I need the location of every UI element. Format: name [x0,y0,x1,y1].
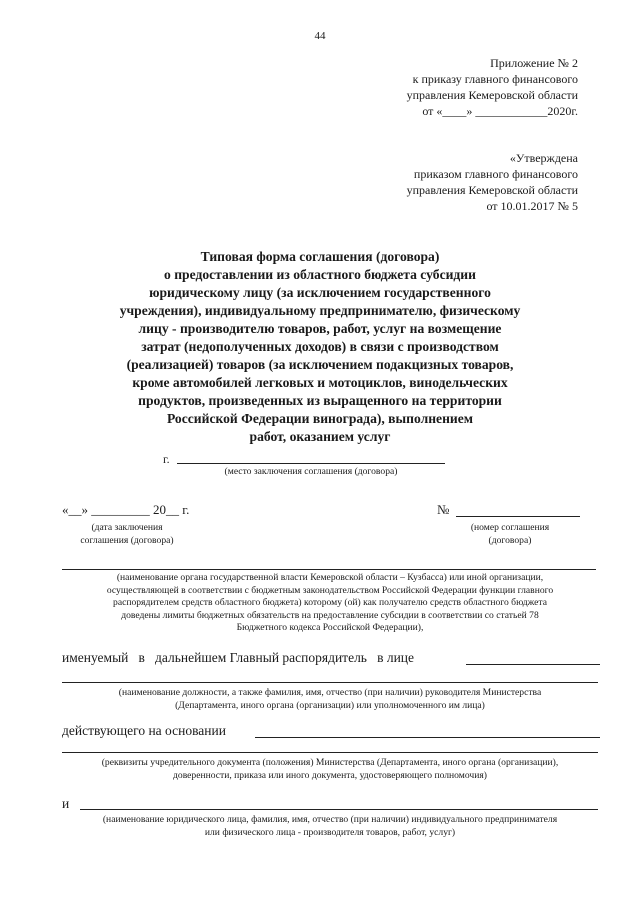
caption-line: доверенности, приказа или иного документа, удостоверяющего полномочия) [173,770,487,781]
authority-caption [58,572,602,635]
approval-line: «Утверждена [509,151,578,165]
acting-field[interactable] [255,737,600,738]
appendix-line: к приказу главного финансового [412,72,578,86]
appendix-block [407,55,578,119]
requisites-field[interactable] [62,752,598,753]
requisites-caption [60,756,600,782]
approval-line: от 10.01.2017 № 5 [486,199,578,213]
date-field[interactable]: «__» _________ 20__ г. [62,502,190,517]
title-line: затрат (недополученных доходов) в связи с производством [141,339,499,354]
title-line: (реализацией) товаров (за исключением подакцизных товаров, [126,357,514,372]
appendix-line: управления Кемеровской области [406,88,578,102]
caption-line: Бюджетного кодекса Российской Федерации), [236,622,424,634]
entity-field[interactable] [80,809,598,810]
number-caption-line: (номер соглашения [470,522,550,533]
caption-line: (Департамента, иного органа (организации) или уполномоченного им лица) [175,700,485,711]
title-line: юридическому лицу (за исключением государственного [149,285,491,300]
appendix-line: от «____» ____________2020г. [422,104,578,118]
title-line: о предоставлении из областного бюджета субсидии [164,267,476,282]
title-line: кроме автомобилей легковых и мотоциклов, винодельческих [132,375,508,390]
approval-line: управления Кемеровской области [406,183,578,197]
number-prefix: № [437,502,450,517]
caption-line: доведены лимиты бюджетных обязательств на предоставление субсидии в соответствии со статьей 78 [121,609,539,621]
named-field[interactable] [466,664,600,665]
entity-caption [60,813,600,839]
authority-field[interactable] [62,569,596,570]
title-line: лицу - производителю товаров, работ, услуг на возмещение [138,321,502,336]
place-field[interactable] [177,463,445,464]
caption-line: (наименование органа государственной власти Кемеровской области – Кузбасса) или иной организации, [116,572,544,583]
number-caption-line: (договора) [488,535,532,546]
number-caption [440,521,580,547]
title-line: учреждения), индивидуальному предпринимателю, физическому [119,303,521,318]
acting-label: действующего на основании [62,723,226,738]
place-prefix: г. [163,452,170,466]
date-caption-line: (дата заключения [91,522,163,533]
appendix-line: Приложение № 2 [490,56,578,70]
date-caption [52,521,202,547]
caption-line: (наименование должности, а также фамилия, имя, отчество (при наличии) руководителя Министерства [118,687,542,698]
caption-line: (наименование юридического лица, фамилия, имя, отчество (при наличии) индивидуального предпринимателя [102,814,558,825]
document-title [90,248,550,446]
caption-line: осуществляющей в соответствии с бюджетным законодательством Российской Федерации функции главного [106,584,554,596]
and-label: и [62,796,70,811]
page-number: 44 [314,30,326,42]
caption-line: распорядителем средств областного бюджета) которому (ой) как получателю средств областного бюджета [113,597,547,609]
caption-line: или физического лица - производителя товаров, работ, услуг) [204,827,456,838]
title-line: Типовая форма соглашения (договора) [200,249,440,264]
position-caption [60,686,600,712]
title-line: продуктов, произведенных из выращенного на территории [138,393,502,408]
title-line: работ, оказанием услуг [249,429,391,444]
caption-line: (реквизиты учредительного документа (положения) Министерства (Департамента, иного органа (организации), [101,757,559,768]
named-label: именуемый в дальнейшем Главный распорядитель в лице [62,650,415,665]
number-field[interactable] [456,516,580,517]
position-field[interactable] [62,682,598,683]
title-line: Российской Федерации винограда), выполнением [166,411,474,426]
place-caption: (место заключения соглашения (договора) [224,466,398,477]
date-caption-line: соглашения (договора) [80,535,174,546]
approval-block [407,150,578,214]
approval-line: приказом главного финансового [413,167,578,181]
